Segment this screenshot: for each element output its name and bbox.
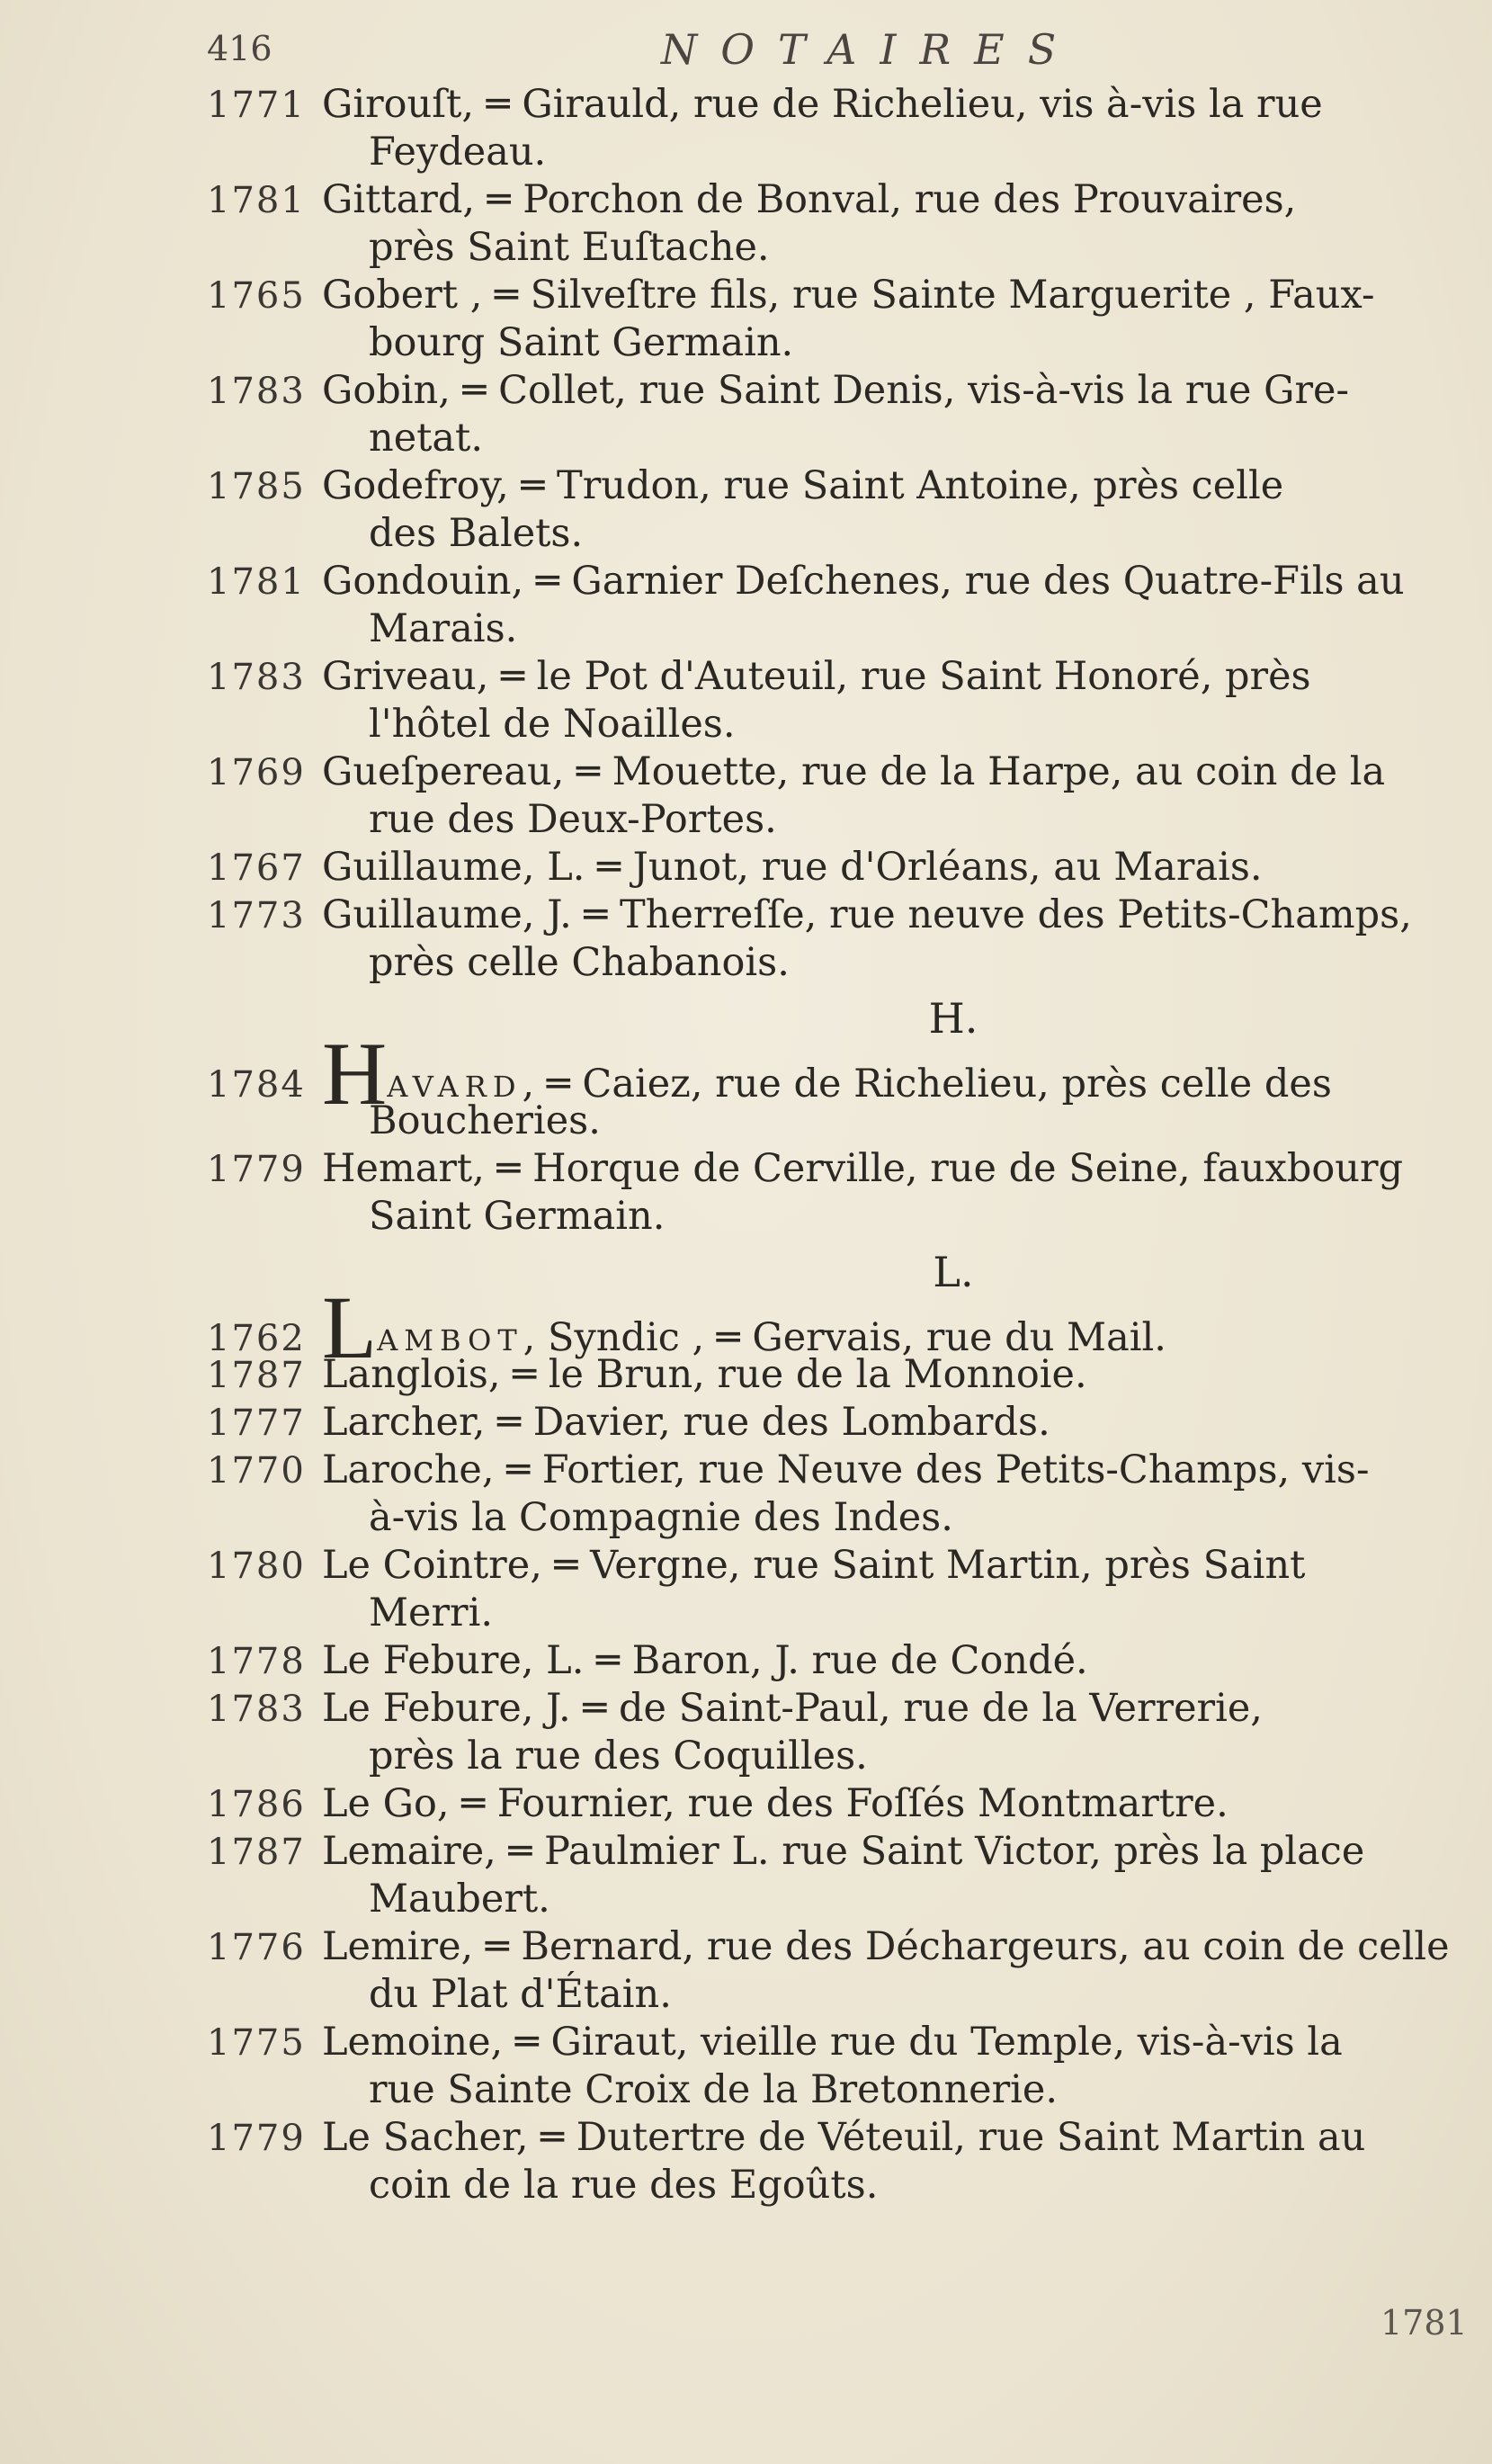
entry-year: 1769 [207, 752, 306, 793]
entry-year: 1770 [207, 1450, 306, 1492]
entry-continuation: netat. [369, 416, 484, 461]
list-item [207, 1399, 1484, 1447]
entry-continuation: bourg Saint Germain. [369, 320, 794, 365]
entry-year: 1765 [207, 275, 306, 317]
entry-continuation: Merri. [369, 1590, 494, 1635]
entry-text: Le Cointre, ═ Vergne, rue Saint Martin, près Saint [322, 1543, 1306, 1588]
entry-continuation: près celle Chabanois. [369, 940, 790, 985]
section-heading-l: L. [933, 1248, 974, 1296]
entry-year: 1783 [207, 371, 306, 412]
list-item [207, 462, 1484, 558]
entry-year: 1785 [207, 466, 306, 507]
entry-text: Le Febure, L. ═ Baron, J. rue de Condé. [322, 1638, 1088, 1683]
entry-text: Laroche, ═ Fortier, rue Neuve des Petits-Champs, vis- [322, 1447, 1370, 1492]
list-item [207, 1542, 1484, 1637]
entry-year: 1779 [207, 1149, 306, 1190]
list-item [207, 1024, 1484, 1145]
list-item [207, 81, 1484, 176]
list-item [207, 1923, 1484, 2019]
list-item [207, 1780, 1484, 1828]
entry-text: , Syndic , ═ Gervais, rue du Mail. [523, 1315, 1166, 1360]
list-item [207, 2114, 1484, 2209]
entry-continuation: Boucheries. [369, 1098, 601, 1143]
entry-text: Le Febure, J. ═ de Saint-Paul, rue de la Verrerie, [322, 1686, 1263, 1731]
page-number: 416 [207, 29, 272, 68]
entry-continuation: Marais. [369, 606, 518, 651]
list-item [207, 748, 1484, 844]
entry-text: Guillaume, J. ═ Therreſſe, rue neuve des Petits-Champs, [322, 892, 1412, 937]
entry-continuation: Maubert. [369, 1877, 550, 1922]
entry-text: Gueſpereau, ═ Mouette, rue de la Harpe, au coin de la [322, 749, 1386, 794]
entry-text: Gobert , ═ Silveſtre fils, rue Sainte Marguerite , Faux- [322, 273, 1375, 318]
entry-text: Girouſt, ═ Girauld, rue de Richelieu, vis à-vis la rue [322, 82, 1323, 127]
list-item [207, 1637, 1484, 1685]
list-item [207, 1447, 1484, 1542]
entry-year: 1783 [207, 1689, 306, 1730]
entry-year: 1778 [207, 1641, 306, 1682]
entry-text: Gobin, ═ Collet, rue Saint Denis, vis-à-vis la rue Gre- [322, 368, 1349, 413]
list-item [207, 892, 1484, 987]
entry-continuation: rue des Deux-Portes. [369, 797, 777, 842]
entry-year: 1787 [207, 1355, 306, 1396]
list-item [207, 176, 1484, 272]
entry-continuation: Feydeau. [369, 130, 547, 175]
list-item [207, 1145, 1484, 1241]
list-item [207, 558, 1484, 653]
entry-text: Griveau, ═ le Pot d'Auteuil, rue Saint Honoré, près [322, 654, 1311, 699]
entry-text: Lemaire, ═ Paulmier L. rue Saint Victor, près la place [322, 1829, 1365, 1874]
entry-year: 1784 [207, 1064, 306, 1106]
entry-year: 1762 [207, 1318, 306, 1359]
entry-year: 1780 [207, 1546, 306, 1587]
entry-year: 1787 [207, 1832, 306, 1873]
page-header [207, 20, 1466, 74]
entry-name-caps: AMBOT [377, 1323, 523, 1357]
entry-year: 1777 [207, 1402, 306, 1444]
entry-continuation: rue Sainte Croix de la Bretonnerie. [369, 2067, 1059, 2112]
list-item [207, 367, 1484, 462]
list-item [207, 1351, 1484, 1399]
entry-continuation: du Plat d'Étain. [369, 1972, 672, 2017]
entry-continuation: l'hôtel de Noailles. [369, 702, 736, 747]
entry-text: Larcher, ═ Davier, rue des Lombards. [322, 1400, 1050, 1445]
entry-text: Le Go, ═ Fournier, rue des Foſſés Montmartre. [322, 1781, 1228, 1826]
entry-continuation: près la rue des Coquilles. [369, 1734, 868, 1779]
entry-year: 1767 [207, 847, 306, 889]
list-item [207, 272, 1484, 367]
running-title: NOTAIRES [661, 25, 1080, 74]
section-heading-h: H. [928, 994, 978, 1043]
entry-year: 1781 [207, 561, 306, 603]
entry-continuation: coin de la rue des Egoûts. [369, 2163, 879, 2208]
entry-name-caps: AVARD [387, 1070, 523, 1104]
entry-text: Lemire, ═ Bernard, rue des Déchargeurs, au coin de celle [322, 1924, 1450, 1969]
list-item [207, 653, 1484, 748]
entry-continuation: Saint Germain. [369, 1194, 666, 1239]
entry-continuation: des Balets. [369, 511, 584, 556]
entry-text: Hemart, ═ Horque de Cerville, rue de Seine, fauxbourg [322, 1146, 1404, 1191]
entry-continuation: à-vis la Compagnie des Indes. [369, 1495, 953, 1540]
entry-text: Gittard, ═ Porchon de Bonval, rue des Prouvaires, [322, 177, 1297, 222]
entry-text: Guillaume, L. ═ Junot, rue d'Orléans, au Marais. [322, 845, 1263, 890]
list-item [207, 844, 1484, 892]
drop-cap: L [322, 1277, 378, 1377]
entry-year: 1786 [207, 1784, 306, 1825]
notaires-list [207, 81, 1484, 2209]
list-item [207, 1828, 1484, 1923]
drop-cap: H [322, 1024, 388, 1124]
entry-year: 1771 [207, 85, 306, 126]
entry-year: 1779 [207, 2118, 306, 2159]
entry-text: Langlois, ═ le Brun, rue de la Monnoie. [322, 1352, 1087, 1397]
entry-text: Lemoine, ═ Giraut, vieille rue du Temple, vis-à-vis la [322, 2020, 1343, 2065]
entry-text: Gondouin, ═ Garnier Deſchenes, rue des Quatre-Fils au [322, 559, 1405, 604]
entry-year: 1783 [207, 657, 306, 698]
entry-text: Le Sacher, ═ Dutertre de Véteuil, rue Saint Martin au [322, 2115, 1366, 2160]
entry-year: 1776 [207, 1927, 306, 1968]
entry-continuation: près Saint Euſtache. [369, 225, 770, 270]
entry-year: 1775 [207, 2022, 306, 2064]
entry-text: Godefroy, ═ Trudon, rue Saint Antoine, près celle [322, 463, 1284, 508]
entry-year: 1781 [207, 180, 306, 221]
entry-text: , ═ Caiez, rue de Richelieu, près celle des [522, 1062, 1332, 1107]
catchword: 1781 [1380, 2303, 1468, 2343]
entry-year: 1773 [207, 895, 306, 936]
list-item [207, 1685, 1484, 1780]
list-item [207, 2019, 1484, 2114]
